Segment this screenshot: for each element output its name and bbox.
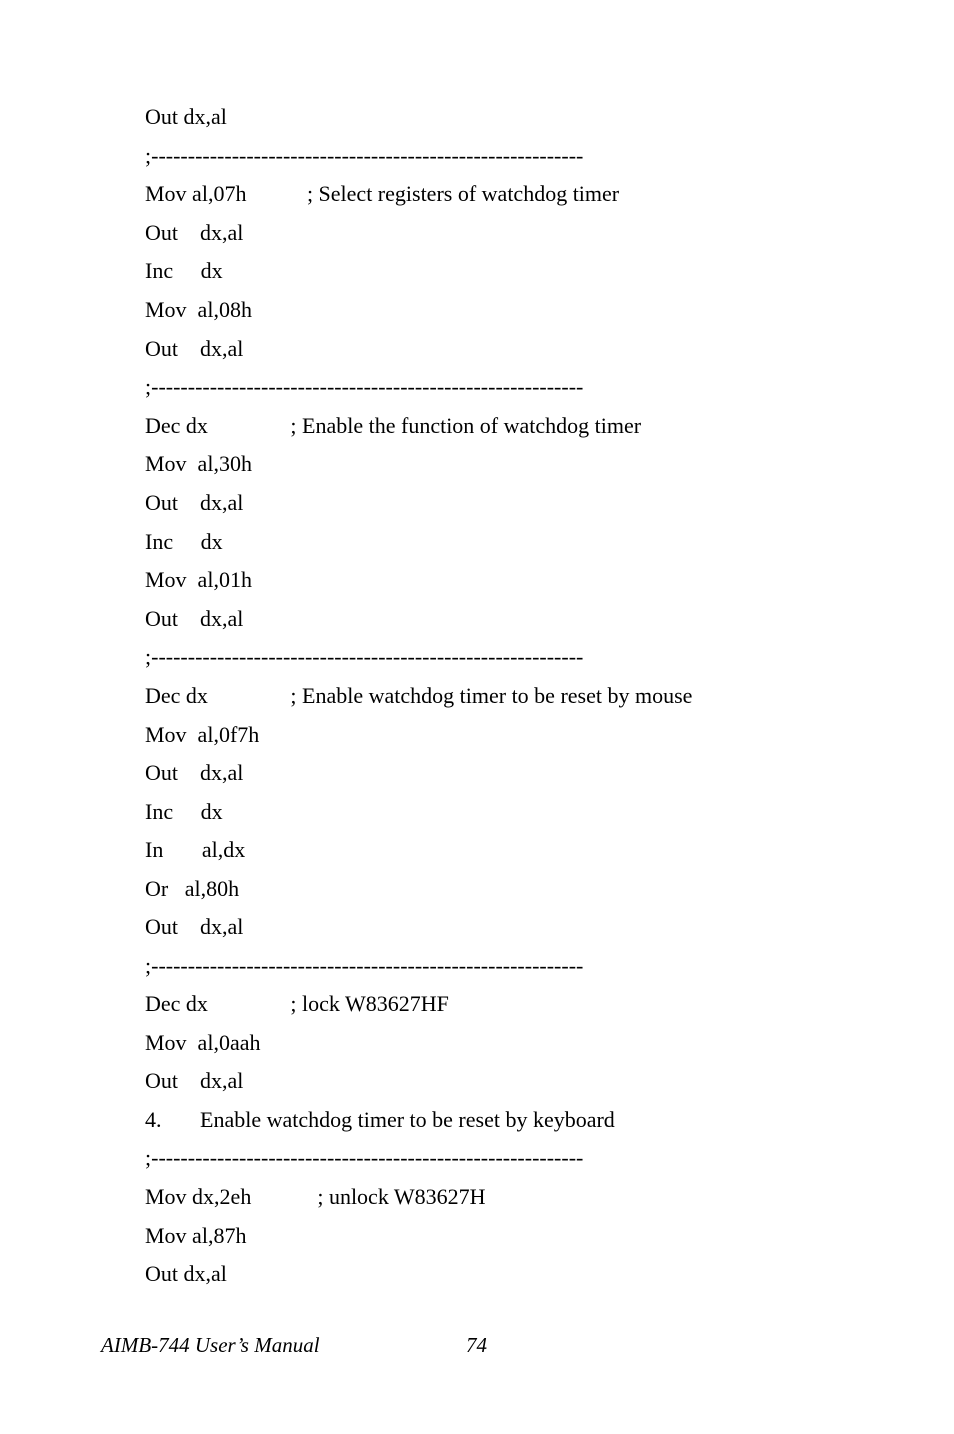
code-line: Mov al,07h ; Select registers of watchdog timer [145,181,620,206]
code-line: Dec dx ; lock W83627HF [145,991,449,1016]
footer-page-number: 74 [466,1333,487,1357]
code-line: Mov al,0aah [145,1030,261,1055]
code-line: Dec dx ; Enable watchdog timer to be reset by mouse [145,683,693,708]
code-line: Out dx,al [145,336,244,361]
separator-line: ;----------------------------------------------------------- [145,644,584,669]
code-line: Mov al,87h [145,1223,247,1248]
code-line: Out dx,al [145,1261,227,1286]
code-line: Inc dx [145,529,223,554]
code-line: Dec dx ; Enable the function of watchdog timer [145,413,642,438]
code-line: In al,dx [145,837,246,862]
code-line: Mov al,30h [145,451,252,476]
code-line: Mov dx,2eh ; unlock W83627H [145,1184,486,1209]
code-line: Out dx,al [145,490,244,515]
code-line: Mov al,08h [145,297,252,322]
code-line: Out dx,al [145,606,244,631]
code-line: Mov al,0f7h [145,722,260,747]
step-heading: 4. Enable watchdog timer to be reset by keyboard [145,1107,615,1132]
separator-line: ;----------------------------------------------------------- [145,374,584,399]
code-line: Or al,80h [145,876,240,901]
code-line: Out dx,al [145,914,244,939]
code-line: Out dx,al [145,220,244,245]
separator-line: ;----------------------------------------------------------- [145,953,584,978]
footer-manual-title: AIMB-744 User’s Manual [101,1333,320,1357]
code-line: Out dx,al [145,760,244,785]
code-line: Out dx,al [145,104,227,129]
code-line: Inc dx [145,258,223,283]
code-line: Mov al,01h [145,567,252,592]
code-line: Out dx,al [145,1068,244,1093]
code-line: Inc dx [145,799,223,824]
separator-line: ;----------------------------------------------------------- [145,143,584,168]
separator-line: ;----------------------------------------------------------- [145,1145,584,1170]
